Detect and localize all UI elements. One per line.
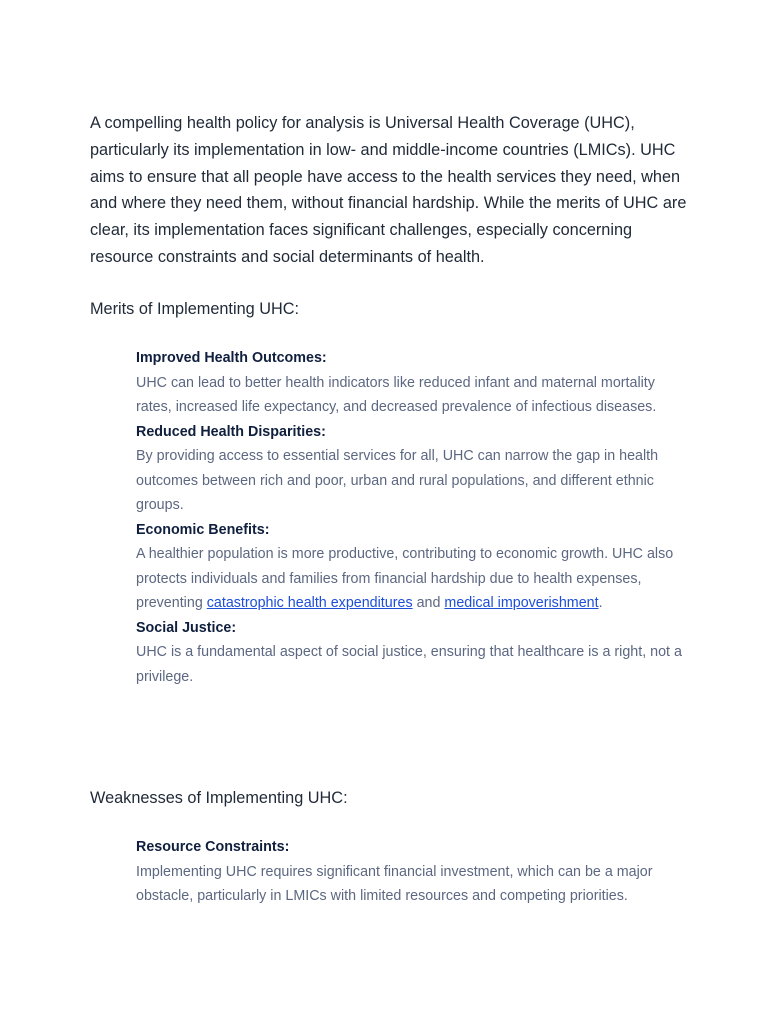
item-body <box>136 542 686 616</box>
item-body: Implementing UHC requires significant financial investment, which can be a major obstacle, particularly in LMICs with limited resources and competing priorities. <box>136 863 653 904</box>
weaknesses-heading: Weaknesses of Implementing UHC: <box>90 789 348 807</box>
item-body: UHC is a fundamental aspect of social justice, ensuring that healthcare is a right, not a privilege. <box>136 644 682 685</box>
merits-heading: Merits of Implementing UHC: <box>90 300 300 318</box>
item-title: Resource Constraints: <box>136 839 290 855</box>
merits-list <box>136 346 686 689</box>
list-item <box>136 616 686 690</box>
medical-impoverishment-link[interactable]: medical impoverishment <box>444 595 599 611</box>
item-title: Economic Benefits: <box>136 521 270 538</box>
list-item <box>136 518 686 616</box>
item-body: UHC can lead to better health indicators like reduced infant and maternal mortality rates, increased life expectancy, and decreased prevalence of infectious diseases. <box>136 374 657 415</box>
item-body-text: and <box>412 595 445 611</box>
weaknesses-list <box>136 835 686 909</box>
list-item <box>136 835 686 909</box>
list-item <box>136 420 686 518</box>
item-body-text: A healthier population is more productive, contributing to economic growth. UHC also protects individuals and families from financial hardship due to health expenses, preventing <box>136 546 674 611</box>
catastrophic-expenditures-link[interactable]: catastrophic health expenditures <box>206 595 413 611</box>
item-body: By providing access to essential services for all, UHC can narrow the gap in health outcomes between rich and poor, urban and rural populations, and different ethnic groups. <box>136 448 659 513</box>
item-title: Social Justice: <box>136 619 237 636</box>
item-title: Reduced Health Disparities: <box>136 423 326 440</box>
list-item <box>136 346 686 420</box>
intro-paragraph: A compelling health policy for analysis is Universal Health Coverage (UHC), particularly its implementation in low- and middle-income countries (LMICs). UHC aims to ensure that all people have access to the health services they need, when and where they need them, without financial hardship. While the merits of UHC are clear, its implementation faces significant challenges, especially concerning resource constraints and social determinants of health. <box>90 114 687 266</box>
item-title: Improved Health Outcomes: <box>136 350 327 366</box>
item-body-text: . <box>598 595 603 611</box>
